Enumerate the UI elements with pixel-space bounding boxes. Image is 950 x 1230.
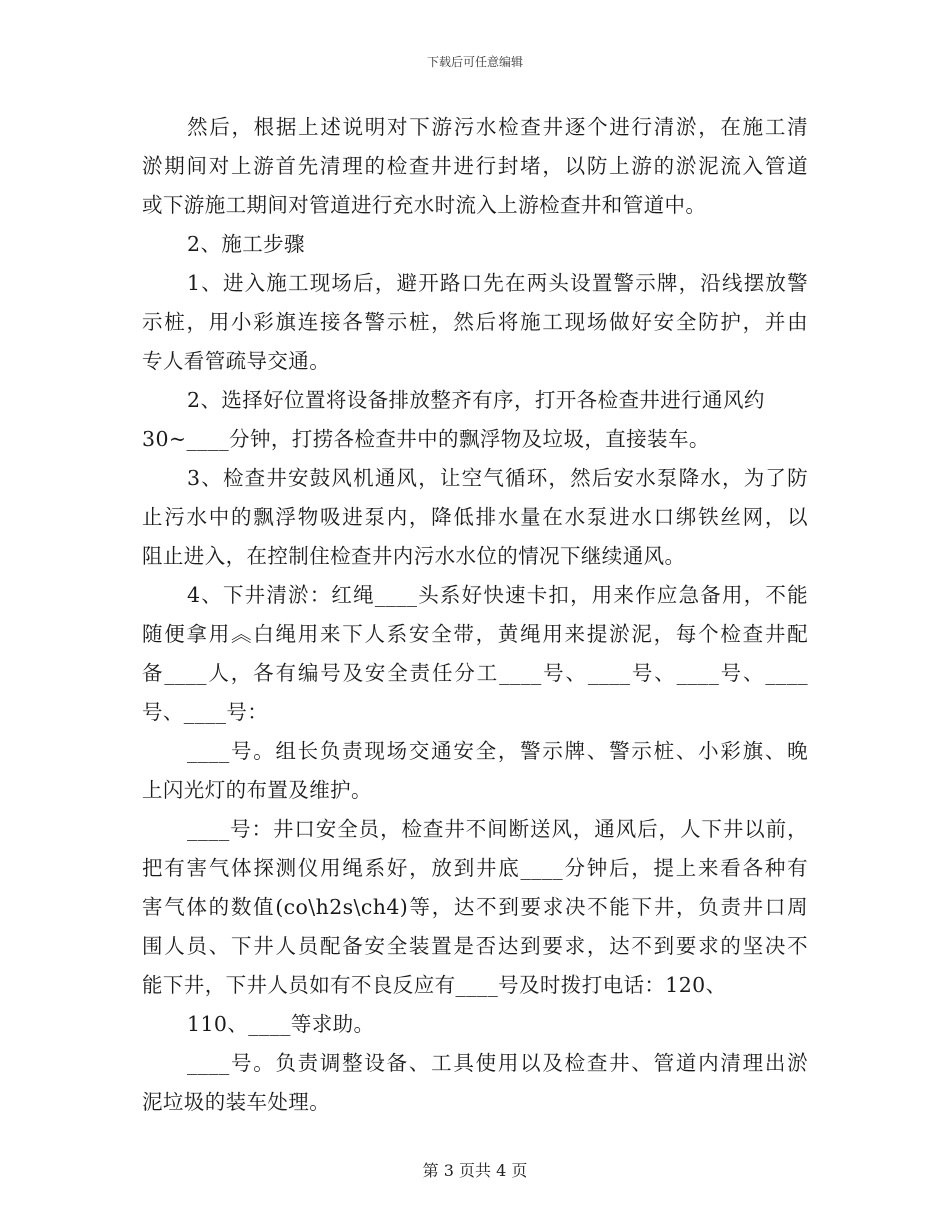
- text-line: 或下游施工期间对管道进行充水时流入上游检查井和管道中。: [142, 193, 707, 217]
- text-line: 止污水中的飘浮物吸进泵内，降低排水量在水泵进水口绑铁丝网，以: [142, 505, 808, 529]
- text-line: 围人员、下井人员配备安全装置是否达到要求，达不到要求的坚决不: [142, 934, 808, 958]
- text-line: 专人看管疏导交通。: [142, 349, 331, 373]
- text-line: 2、施工步骤: [187, 232, 305, 256]
- text-line: 4、下井清淤：红绳____头系好快速卡扣，用来作应急备用，不能: [187, 583, 808, 607]
- page-header: 下载后可任意编辑: [426, 55, 523, 69]
- text-line: 阻止进入，在控制住检查井内污水水位的情况下继续通风。: [142, 544, 686, 568]
- text-line: 能下井，下井人员如有不良反应有____号及时拨打电话：120、: [142, 973, 727, 997]
- text-line: 害气体的数值(co\h2s\ch4)等，达不到要求决不能下井，负责井口周: [142, 895, 808, 919]
- text-line: 110、____等求助。: [187, 1012, 375, 1036]
- text-line: 1、进入施工现场后，避开路口先在两头设置警示牌，沿线摆放警: [187, 271, 808, 295]
- text-line: 把有害气体探测仪用绳系好，放到井底____分钟后，提上来看各种有: [142, 856, 808, 880]
- document-body: [142, 108, 808, 1122]
- text-line: ____号。组长负责现场交通安全，警示牌、警示桩、小彩旗、晚: [187, 739, 808, 763]
- text-line: 号、____号：: [142, 700, 269, 724]
- text-line: 随便拿用︽白绳用来下人系安全带，黄绳用来提淤泥，每个检查井配: [142, 622, 808, 646]
- text-line: 泥垃圾的装车处理。: [142, 1090, 331, 1114]
- text-line: 淤期间对上游首先清理的检查井进行封堵，以防上游的淤泥流入管道: [142, 154, 808, 178]
- text-line: ____号。负责调整设备、工具使用以及检查井、管道内清理出淤: [187, 1051, 808, 1075]
- text-line: 上闪光灯的布置及维护。: [142, 778, 372, 802]
- text-line: 2、选择好位置将设备排放整齐有序，打开各检查井进行通风约: [187, 388, 765, 412]
- text-line: 30~____分钟，打捞各检查井中的飘浮物及垃圾，直接装车。: [142, 427, 710, 451]
- text-line: 3、检查井安鼓风机通风，让空气循环，然后安水泵降水，为了防: [187, 466, 808, 490]
- text-line: 然后，根据上述说明对下游污水检查井逐个进行清淤，在施工清: [187, 115, 808, 139]
- text-line: 备____人，各有编号及安全责任分工____号、____号、____号、____: [142, 661, 808, 685]
- text-line: 示桩，用小彩旗连接各警示桩，然后将施工现场做好安全防护，并由: [142, 310, 808, 334]
- page-footer: 第 3 页共 4 页: [422, 1161, 528, 1180]
- text-line: ____号：井口安全员，检查井不间断送风，通风后，人下井以前，: [187, 817, 808, 841]
